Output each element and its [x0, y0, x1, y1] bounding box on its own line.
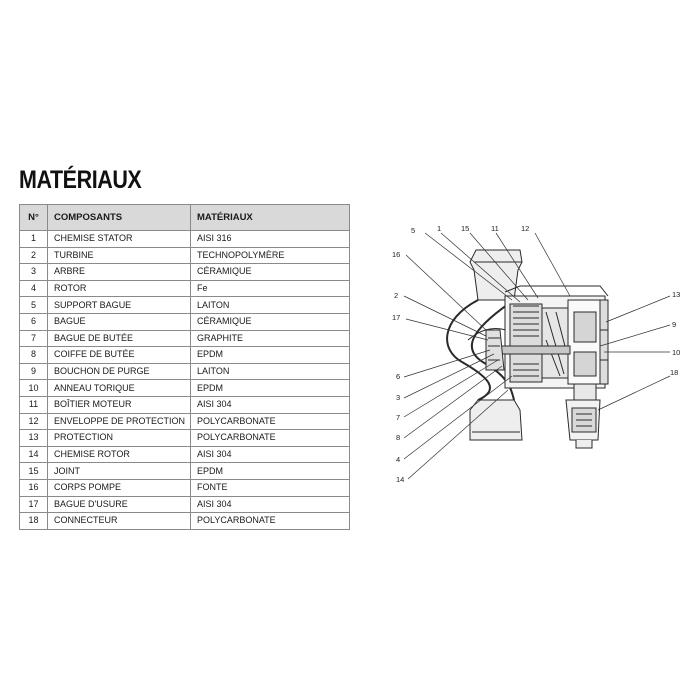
callout-label: 4 [396, 455, 401, 464]
row-material: AISI 304 [191, 446, 350, 463]
table-row [20, 430, 350, 447]
pump-cross-section-diagram [380, 218, 700, 498]
table-row [20, 313, 350, 330]
row-component: CHEMISE ROTOR [48, 446, 191, 463]
callout-label: 15 [461, 224, 470, 233]
row-number: 9 [20, 363, 48, 380]
materials-table [19, 204, 350, 530]
row-material: LAITON [191, 297, 350, 314]
row-material: EPDM [191, 347, 350, 364]
row-number: 1 [20, 231, 48, 248]
row-component: ROTOR [48, 280, 191, 297]
row-material: POLYCARBONATE [191, 413, 350, 430]
callout-label: 11 [491, 224, 499, 233]
row-number: 12 [20, 413, 48, 430]
row-material: GRAPHITE [191, 330, 350, 347]
table-row [20, 496, 350, 513]
row-number: 14 [20, 446, 48, 463]
callout-label: 18 [670, 368, 679, 377]
row-component: CONNECTEUR [48, 513, 191, 530]
table-row [20, 513, 350, 530]
row-component: BAGUE DE BUTÉE [48, 330, 191, 347]
table-row [20, 231, 350, 248]
row-material: EPDM [191, 463, 350, 480]
table-row [20, 264, 350, 281]
row-component: SUPPORT BAGUE [48, 297, 191, 314]
callout-label: 6 [396, 372, 401, 381]
row-component: ARBRE [48, 264, 191, 281]
row-material: CÉRAMIQUE [191, 313, 350, 330]
row-number: 16 [20, 479, 48, 496]
row-number: 6 [20, 313, 48, 330]
row-number: 10 [20, 380, 48, 397]
row-material: AISI 304 [191, 396, 350, 413]
callout-label: 12 [521, 224, 530, 233]
callout-label: 16 [392, 250, 401, 259]
callout-label: 5 [411, 226, 416, 235]
table-row [20, 446, 350, 463]
table-row [20, 363, 350, 380]
table-row [20, 330, 350, 347]
row-material: POLYCARBONATE [191, 430, 350, 447]
row-material: AISI 316 [191, 231, 350, 248]
callout-label: 2 [394, 291, 399, 300]
header-materials: MATÉRIAUX [191, 205, 350, 231]
table-row [20, 280, 350, 297]
row-material: TECHNOPOLYMÈRE [191, 247, 350, 264]
row-number: 4 [20, 280, 48, 297]
table-row [20, 396, 350, 413]
table-row [20, 380, 350, 397]
callout-label: 10 [672, 348, 681, 357]
table-header-row [20, 205, 350, 231]
row-number: 2 [20, 247, 48, 264]
row-material: POLYCARBONATE [191, 513, 350, 530]
row-component: CHEMISE STATOR [48, 231, 191, 248]
row-number: 3 [20, 264, 48, 281]
row-component: COIFFE DE BUTÉE [48, 347, 191, 364]
callout-label: 9 [672, 320, 677, 329]
row-component: JOINT [48, 463, 191, 480]
table-row [20, 347, 350, 364]
row-component: PROTECTION [48, 430, 191, 447]
page-title: MATÉRIAUX [19, 166, 142, 194]
row-number: 17 [20, 496, 48, 513]
row-number: 7 [20, 330, 48, 347]
table-row [20, 247, 350, 264]
callout-label: 3 [396, 393, 401, 402]
row-component: CORPS POMPE [48, 479, 191, 496]
callout-label: 1 [437, 224, 442, 233]
row-number: 13 [20, 430, 48, 447]
table-body [20, 231, 350, 530]
row-component: ANNEAU TORIQUE [48, 380, 191, 397]
row-component: ENVELOPPE DE PROTECTION [48, 413, 191, 430]
table-row [20, 413, 350, 430]
row-material: EPDM [191, 380, 350, 397]
callout-label: 13 [672, 290, 681, 299]
row-number: 15 [20, 463, 48, 480]
row-component: BOÎTIER MOTEUR [48, 396, 191, 413]
row-component: BAGUE [48, 313, 191, 330]
callout-label: 8 [396, 433, 401, 442]
table-row [20, 463, 350, 480]
row-component: BOUCHON DE PURGE [48, 363, 191, 380]
row-number: 8 [20, 347, 48, 364]
row-material: CÉRAMIQUE [191, 264, 350, 281]
callout-label: 17 [392, 313, 401, 322]
callout-label: 7 [396, 413, 401, 422]
row-material: AISI 304 [191, 496, 350, 513]
header-components: COMPOSANTS [48, 205, 191, 231]
row-number: 5 [20, 297, 48, 314]
table-row [20, 479, 350, 496]
header-number: N° [20, 205, 48, 231]
callout-label: 14 [396, 475, 405, 484]
row-material: FONTE [191, 479, 350, 496]
table-row [20, 297, 350, 314]
row-material: Fe [191, 280, 350, 297]
row-number: 18 [20, 513, 48, 530]
row-number: 11 [20, 396, 48, 413]
row-material: LAITON [191, 363, 350, 380]
row-component: BAGUE D'USURE [48, 496, 191, 513]
row-component: TURBINE [48, 247, 191, 264]
